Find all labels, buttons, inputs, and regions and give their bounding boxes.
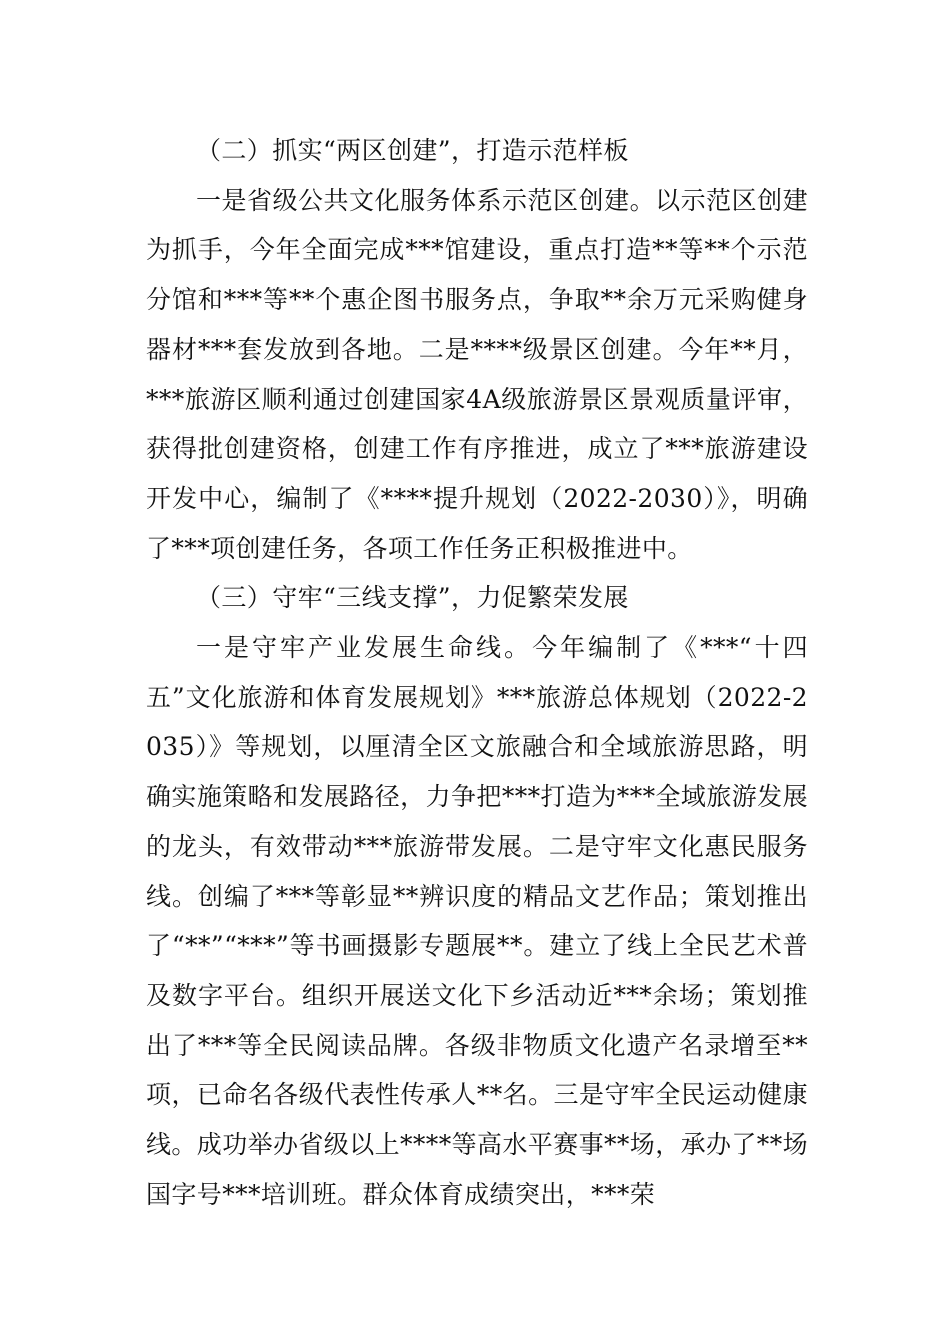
section-two-body-paragraph: 一是省级公共文化服务体系示范区创建。以示范区创建为抓手，今年全面完成***馆建设，重点打造**等**个示范分馆和***等**个惠企图书服务点，争取**余万元采购健身器材***套发放到各地。二是****级景区创建。今年**月，***旅游区顺利通过创建国家4A级旅游景区景观质量评审，获得批创建资格，创建工作有序推进，成立了***旅游建设开发中心，编制了《****提升规划（2022-2030）》，明确了***项创建任务，各项工作任务正积极推进中。 (146, 185, 808, 563)
section-heading-three: （三）守牢“三线支撑”，力促繁荣发展 (196, 583, 629, 613)
document-body (146, 126, 808, 1219)
section-three-body-paragraph: 一是守牢产业发展生命线。今年编制了《***“十四五”文化旅游和体育发展规划》***旅游总体规划（2022-2035）》等规划，以厘清全区文旅融合和全域旅游思路，明确实施策略和发展路径，力争把***打造为***全域旅游发展的龙头，有效带动***旅游带发展。二是守牢文化惠民服务线。创编了***等彰显**辨识度的精品文艺作品；策划推出了“**”“***”等书画摄影专题展**。建立了线上全民艺术普及数字平台。组织开展送文化下乡活动近***余场；策划推出了***等全民阅读品牌。各级非物质文化遗产名录增至**项，已命名各级代表性传承人**名。三是守牢全民运动健康线。成功举办省级以上****等高水平赛事**场，承办了**场国字号***培训班。群众体育成绩突出，***荣 (146, 633, 809, 1209)
section-heading-two: （二）抓实“两区创建”，打造示范样板 (196, 136, 629, 165)
